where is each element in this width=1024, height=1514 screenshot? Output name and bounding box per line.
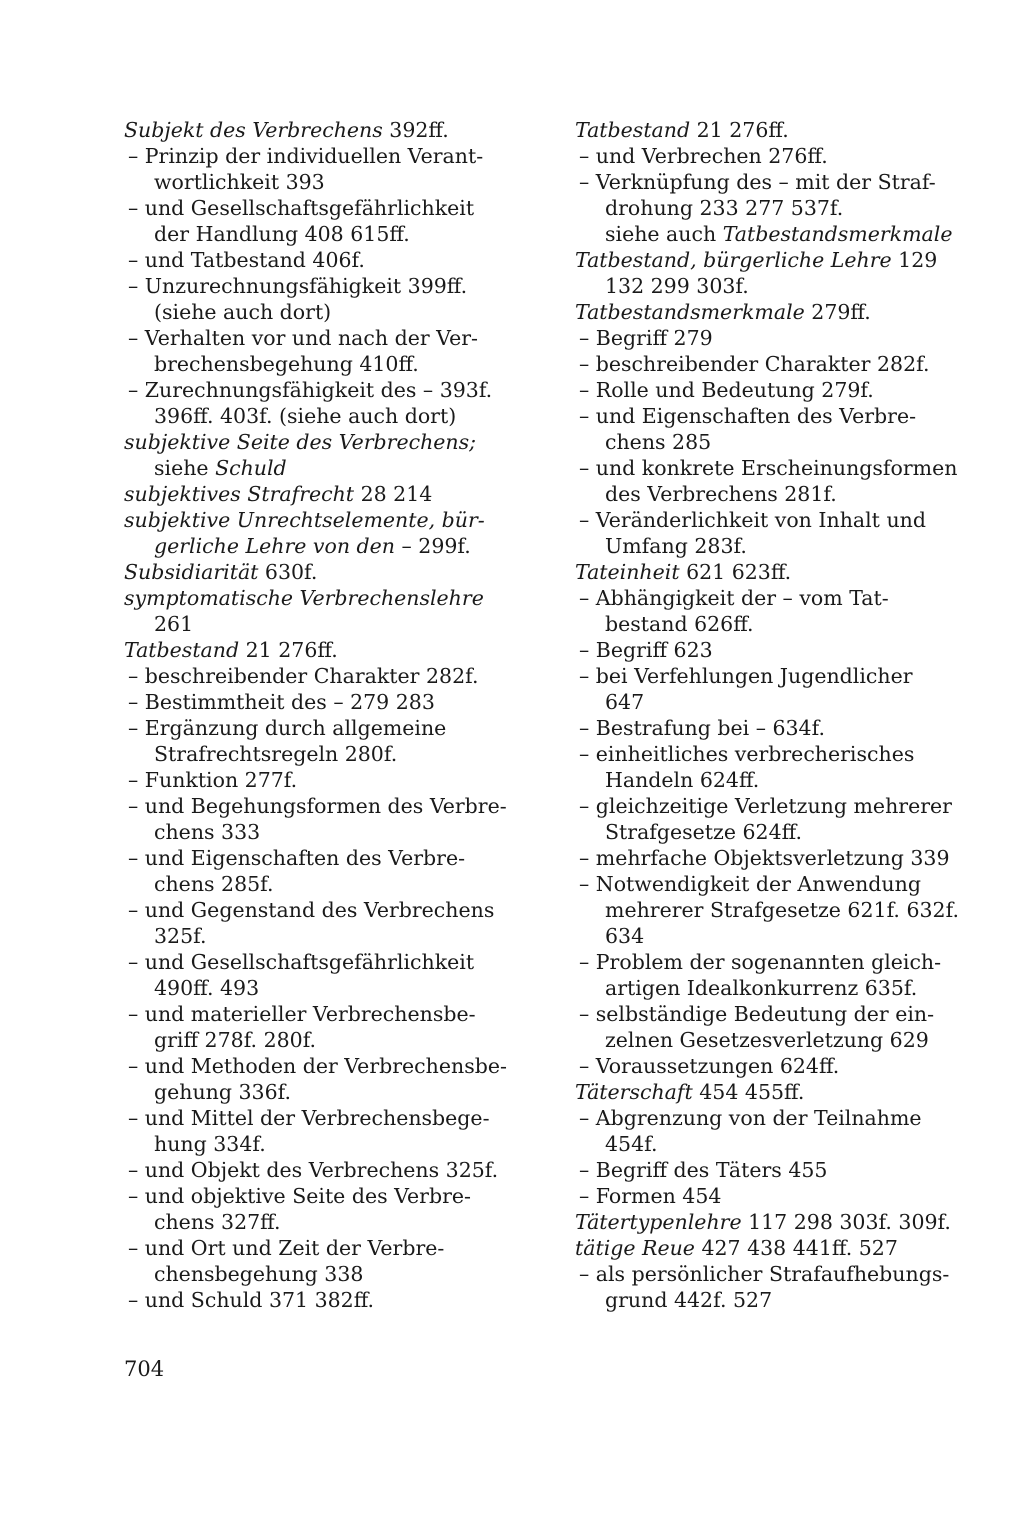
index-refs: – und Gesellschaftsgefährlichkeit: [128, 196, 475, 220]
index-refs: Handeln 624ff.: [605, 768, 760, 792]
index-subentry: [575, 1105, 967, 1131]
index-subentry: [575, 429, 967, 455]
index-subentry: [124, 1053, 514, 1079]
index-subentry: [124, 949, 514, 975]
index-subentry: [124, 351, 514, 377]
index-refs: 647: [605, 690, 645, 714]
index-subentry: [575, 975, 967, 1001]
index-refs: griff 278f. 280f.: [154, 1028, 317, 1052]
index-term: gerliche Lehre von den: [154, 534, 395, 558]
index-cross-reference: Schuld: [215, 456, 287, 480]
index-refs: – und Mittel der Verbrechensbege-: [128, 1106, 490, 1130]
index-refs: des Verbrechens 281f.: [605, 482, 837, 506]
index-subentry: [124, 871, 514, 897]
index-subentry: [575, 403, 967, 429]
index-subentry: [124, 819, 514, 845]
index-refs: grund 442f. 527: [605, 1288, 773, 1312]
index-subentry: [575, 845, 967, 871]
index-refs: – und Eigenschaften des Verbre-: [579, 404, 917, 428]
index-refs: 132 299 303f.: [605, 274, 749, 298]
index-refs: – beschreibender Charakter 282f.: [128, 664, 479, 688]
index-refs: der Handlung 408 615ff.: [154, 222, 410, 246]
index-subentry: [575, 1053, 967, 1079]
index-subentry: [575, 663, 967, 689]
index-subentry: [575, 715, 967, 741]
index-subentry: [575, 637, 967, 663]
index-entry: [575, 1079, 967, 1105]
index-subentry: [575, 1157, 967, 1183]
index-refs: 21 276ff.: [690, 118, 789, 142]
index-subentry: [124, 715, 514, 741]
index-refs: – Abhängigkeit der – vom Tat-: [579, 586, 889, 610]
index-refs: – 299f.: [395, 534, 471, 558]
index-subentry: [575, 585, 967, 611]
index-refs: – Notwendigkeit der Anwendung: [579, 872, 921, 896]
index-subentry: [575, 1261, 967, 1287]
index-subentry: [124, 143, 514, 169]
index-refs: 21 276ff.: [239, 638, 338, 662]
index-refs: – und Gesellschaftsgefährlichkeit: [128, 950, 475, 974]
index-refs: siehe: [154, 456, 216, 480]
index-subentry: [575, 923, 967, 949]
index-refs: bestand 626ff.: [605, 612, 754, 636]
index-subentry: [124, 845, 514, 871]
index-refs: – Zurechnungsfähigkeit des – 393f.: [128, 378, 493, 402]
index-subentry: [575, 143, 967, 169]
index-refs: – Unzurechnungsfähigkeit 399ff.: [128, 274, 468, 298]
index-refs: – Bestrafung bei – 634f.: [579, 716, 825, 740]
index-subentry: [575, 871, 967, 897]
index-refs: – Begriff des Täters 455: [579, 1158, 828, 1182]
index-entry: [124, 117, 514, 143]
index-refs: – und Methoden der Verbrechensbe-: [128, 1054, 507, 1078]
index-refs: – Problem der sogenannten gleich-: [579, 950, 942, 974]
index-term: Subjekt des Verbrechens: [124, 118, 383, 142]
index-entry: [575, 299, 967, 325]
index-refs: 630f.: [258, 560, 318, 584]
index-refs: 621 623ff.: [679, 560, 792, 584]
index-refs: – Funktion 277f.: [128, 768, 298, 792]
index-refs: artigen Idealkonkurrenz 635f.: [605, 976, 918, 1000]
index-refs: 427 438 441ff. 527: [694, 1236, 898, 1260]
index-refs: 325f.: [154, 924, 207, 948]
index-entry: [575, 1209, 967, 1235]
index-subentry: [124, 1287, 514, 1313]
index-subentry: [124, 455, 514, 481]
index-subentry: [575, 455, 967, 481]
index-subentry: [124, 299, 514, 325]
index-subentry: [124, 923, 514, 949]
index-term: tätige Reue: [575, 1236, 695, 1260]
index-subentry: [575, 611, 967, 637]
index-refs: – Rolle und Bedeutung 279f.: [579, 378, 874, 402]
index-refs: 279ff.: [804, 300, 871, 324]
index-refs: 28 214: [354, 482, 433, 506]
index-refs: mehrerer Strafgesetze 621f. 632f.: [605, 898, 959, 922]
index-refs: – Begriff 623: [579, 638, 713, 662]
index-subentry: [124, 1209, 514, 1235]
index-subentry: [124, 247, 514, 273]
index-refs: chens 333: [154, 820, 261, 844]
index-entry: [575, 117, 967, 143]
index-refs: – Ergänzung durch allgemeine: [128, 716, 447, 740]
index-subentry: [124, 1131, 514, 1157]
index-subentry: [124, 1027, 514, 1053]
index-subentry: [575, 767, 967, 793]
index-refs: – und Tatbestand 406f.: [128, 248, 365, 272]
index-subentry: [575, 949, 967, 975]
index-refs: – bei Verfehlungen Jugendlicher: [579, 664, 913, 688]
index-subentry: [124, 689, 514, 715]
index-entry: [124, 585, 514, 611]
index-term: subjektive Unrechtselemente, bür-: [124, 508, 485, 532]
index-entry: [124, 507, 514, 533]
index-subentry: [124, 741, 514, 767]
index-refs: 490ff. 493: [154, 976, 260, 1000]
index-entry: [575, 247, 967, 273]
index-subentry: [575, 351, 967, 377]
index-subentry: [124, 377, 514, 403]
index-refs: – und Begehungsformen des Verbre-: [128, 794, 507, 818]
index-subentry: [575, 195, 967, 221]
index-refs: chens 285f.: [154, 872, 274, 896]
index-refs: – Begriff 279: [579, 326, 713, 350]
index-subentry: [124, 221, 514, 247]
index-subentry: [575, 221, 967, 247]
index-subentry: [124, 1235, 514, 1261]
index-refs: – und Verbrechen 276ff.: [579, 144, 828, 168]
index-subentry: [575, 273, 967, 299]
index-refs: – mehrfache Objektsverletzung 339: [579, 846, 950, 870]
index-refs: 392ff.: [382, 118, 449, 142]
index-refs: – Formen 454: [579, 1184, 722, 1208]
index-subentry: [124, 169, 514, 195]
index-subentry: [575, 1183, 967, 1209]
index-subentry: [124, 533, 514, 559]
index-refs: – Veränderlichkeit von Inhalt und: [579, 508, 926, 532]
index-subentry: [575, 169, 967, 195]
index-subentry: [124, 1105, 514, 1131]
index-refs: – Prinzip der individuellen Verant-: [128, 144, 484, 168]
index-term: Tatbestandsmerkmale: [575, 300, 805, 324]
index-subentry: [124, 1183, 514, 1209]
index-subentry: [575, 377, 967, 403]
index-refs: Strafrechtsregeln 280f.: [154, 742, 398, 766]
index-entry: [575, 559, 967, 585]
index-subentry: [575, 533, 967, 559]
index-subentry: [575, 325, 967, 351]
index-subentry: [124, 1079, 514, 1105]
index-refs: – einheitliches verbrecherisches: [579, 742, 915, 766]
index-refs: – Abgrenzung von der Teilnahme: [579, 1106, 922, 1130]
index-term: Tatbestand: [124, 638, 240, 662]
index-refs: zelnen Gesetzesverletzung 629: [605, 1028, 929, 1052]
index-refs: – und Eigenschaften des Verbre-: [128, 846, 466, 870]
index-entry: [124, 637, 514, 663]
index-refs: – und Gegenstand des Verbrechens: [128, 898, 495, 922]
index-column-left: [124, 117, 514, 1313]
index-refs: – Verhalten vor und nach der Ver-: [128, 326, 478, 350]
index-subentry: [575, 741, 967, 767]
index-subentry: [575, 689, 967, 715]
index-refs: chens 327ff.: [154, 1210, 281, 1234]
index-refs: – gleichzeitige Verletzung mehrerer: [579, 794, 952, 818]
index-term: Tatbestand: [575, 118, 691, 142]
index-subentry: [575, 1027, 967, 1053]
index-subentry: [124, 1157, 514, 1183]
index-refs: – und Schuld 371 382ff.: [128, 1288, 375, 1312]
index-subentry: [124, 325, 514, 351]
index-term: Täterschaft: [575, 1080, 693, 1104]
index-refs: 117 298 303f. 309f.: [741, 1210, 951, 1234]
index-subentry: [124, 975, 514, 1001]
index-refs: – und Ort und Zeit der Verbre-: [128, 1236, 445, 1260]
index-refs: Umfang 283f.: [605, 534, 747, 558]
index-refs: Strafgesetze 624ff.: [605, 820, 802, 844]
index-term: symptomatische Verbrechenslehre: [124, 586, 484, 610]
index-refs: – und objektive Seite des Verbre-: [128, 1184, 471, 1208]
index-subentry: [124, 663, 514, 689]
page-number: 704: [124, 1357, 165, 1381]
index-refs: (siehe auch dort): [154, 300, 332, 324]
index-term: Tateinheit: [575, 560, 680, 584]
index-subentry: [575, 819, 967, 845]
index-subentry: [575, 481, 967, 507]
index-term: Tätertypenlehre: [575, 1210, 742, 1234]
index-refs: gehung 336f.: [154, 1080, 292, 1104]
index-subentry: [575, 507, 967, 533]
index-entry: [575, 1235, 967, 1261]
index-refs: – Verknüpfung des – mit der Straf-: [579, 170, 936, 194]
index-refs: – und materieller Verbrechensbe-: [128, 1002, 476, 1026]
index-refs: – Voraussetzungen 624ff.: [579, 1054, 840, 1078]
index-refs: drohung 233 277 537f.: [605, 196, 844, 220]
index-refs: siehe auch: [605, 222, 723, 246]
index-refs: – und Objekt des Verbrechens 325f.: [128, 1158, 499, 1182]
index-refs: 396ff. 403f. (siehe auch dort): [154, 404, 457, 428]
index-refs: 261: [154, 612, 194, 636]
index-refs: 454 455ff.: [692, 1080, 805, 1104]
index-refs: wortlichkeit 393: [154, 170, 325, 194]
index-refs: 454f.: [605, 1132, 658, 1156]
index-cross-reference: Tatbestandsmerkmale: [722, 222, 953, 246]
index-refs: – selbständige Bedeutung der ein-: [579, 1002, 935, 1026]
index-subentry: [575, 1131, 967, 1157]
index-subentry: [124, 793, 514, 819]
index-refs: – als persönlicher Strafaufhebungs-: [579, 1262, 950, 1286]
index-subentry: [124, 403, 514, 429]
index-term: subjektives Strafrecht: [124, 482, 355, 506]
index-refs: – beschreibender Charakter 282f.: [579, 352, 930, 376]
index-subentry: [124, 767, 514, 793]
index-subentry: [575, 1287, 967, 1313]
index-refs: brechensbegehung 410ff.: [154, 352, 419, 376]
index-subentry: [124, 195, 514, 221]
index-refs: chens 285: [605, 430, 712, 454]
index-entry: [124, 429, 514, 455]
index-subentry: [124, 1001, 514, 1027]
index-term: Tatbestand, bürgerliche Lehre: [575, 248, 892, 272]
index-refs: – Bestimmtheit des – 279 283: [128, 690, 435, 714]
index-refs: – und konkrete Erscheinungsformen: [579, 456, 958, 480]
index-entry: [124, 559, 514, 585]
index-column-right: [575, 117, 967, 1313]
index-term: Subsidiarität: [124, 560, 259, 584]
index-subentry: [124, 1261, 514, 1287]
index-refs: 634: [605, 924, 645, 948]
index-refs: hung 334f.: [154, 1132, 266, 1156]
index-refs: 129: [891, 248, 938, 272]
index-refs: chensbegehung 338: [154, 1262, 364, 1286]
index-subentry: [124, 273, 514, 299]
index-subentry: [575, 897, 967, 923]
index-subentry: [124, 611, 514, 637]
index-subentry: [124, 897, 514, 923]
index-subentry: [575, 1001, 967, 1027]
index-entry: [124, 481, 514, 507]
index-term: subjektive Seite des Verbrechens;: [124, 430, 477, 454]
index-subentry: [575, 793, 967, 819]
